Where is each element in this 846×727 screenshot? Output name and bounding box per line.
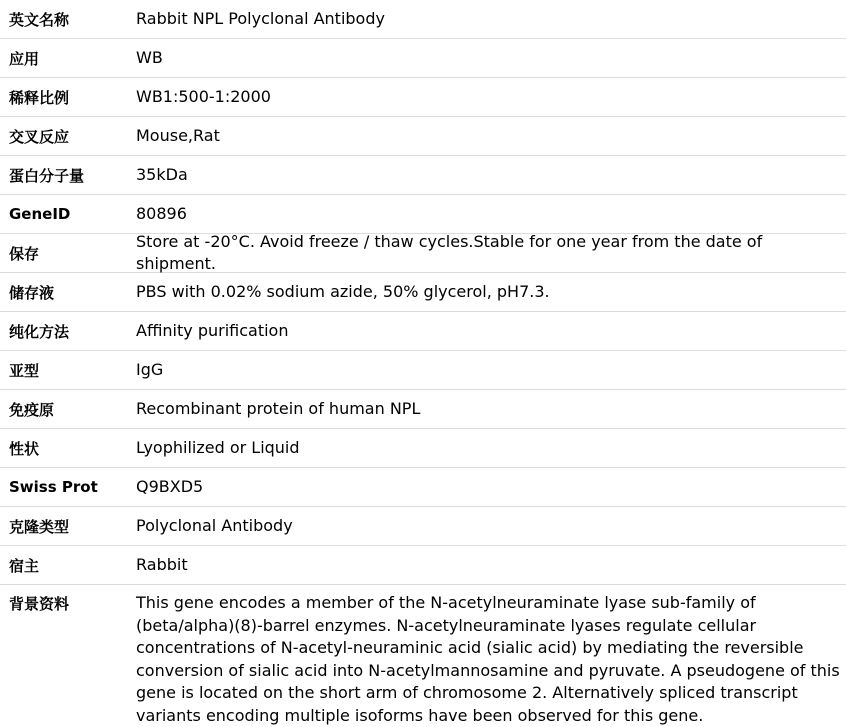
row-value: Lyophilized or Liquid [136,438,300,457]
row-buffer [0,273,846,312]
row-dilution [0,78,846,117]
row-storage [0,234,846,273]
row-value: Recombinant protein of human NPL [136,399,421,418]
row-value: Rabbit [136,555,188,574]
row-label: Swiss Prot [9,478,98,496]
row-value: 35kDa [136,165,188,184]
row-clonality [0,507,846,546]
row-purification [0,312,846,351]
row-label: 纯化方法 [9,322,70,341]
row-value: IgG [136,360,164,379]
row-label: 克隆类型 [9,517,70,536]
row-gene-id [0,195,846,234]
row-label: 亚型 [9,361,40,380]
row-value: This gene encodes a member of the N-acetylneuraminate lyase sub-family of (beta/alpha)(8)-barrel enzymes. N-acetylneuraminate lyases regulate cellular concentrations of N-acetyl-neuraminic acid (sialic acid) by mediating the reversible conversion of sialic acid into N-acetylmannosamine and pyruvate. A pseudogene of this gene is located on the short arm of chromosome 2. Alternatively spliced transcript variants encoding multiple isoforms have been observed for this gene. [136,593,840,725]
row-form [0,429,846,468]
row-label: 应用 [9,49,40,68]
row-value: WB [136,48,163,67]
row-value: 80896 [136,204,187,223]
row-label: 背景资料 [9,595,70,613]
row-application [0,39,846,78]
row-cross-reactivity [0,117,846,156]
row-label: 英文名称 [9,10,70,29]
row-value: WB1:500-1:2000 [136,87,271,106]
row-label: 免疫原 [9,400,55,419]
row-swiss-prot [0,468,846,507]
row-label: 稀释比例 [9,88,70,107]
row-label: GeneID [9,205,71,223]
row-value: Polyclonal Antibody [136,516,293,535]
row-label: 交叉反应 [9,127,70,146]
row-value: Q9BXD5 [136,477,204,496]
row-label: 保存 [9,244,40,263]
row-label: 宿主 [9,556,40,575]
row-label: 储存液 [9,283,55,302]
row-background [0,585,846,725]
row-value: Affinity purification [136,321,289,340]
row-value: Mouse,Rat [136,126,220,145]
row-label: 蛋白分子量 [9,166,85,185]
row-molecular-weight [0,156,846,195]
row-value: Store at -20°C. Avoid freeze / thaw cycles.Stable for one year from the date of shipment. [136,232,763,273]
row-english-name [0,0,846,39]
row-value: PBS with 0.02% sodium azide, 50% glycerol, pH7.3. [136,282,550,301]
row-value: Rabbit NPL Polyclonal Antibody [136,9,385,28]
row-label: 性状 [9,439,40,458]
row-isotype [0,351,846,390]
row-immunogen [0,390,846,429]
row-host [0,546,846,585]
